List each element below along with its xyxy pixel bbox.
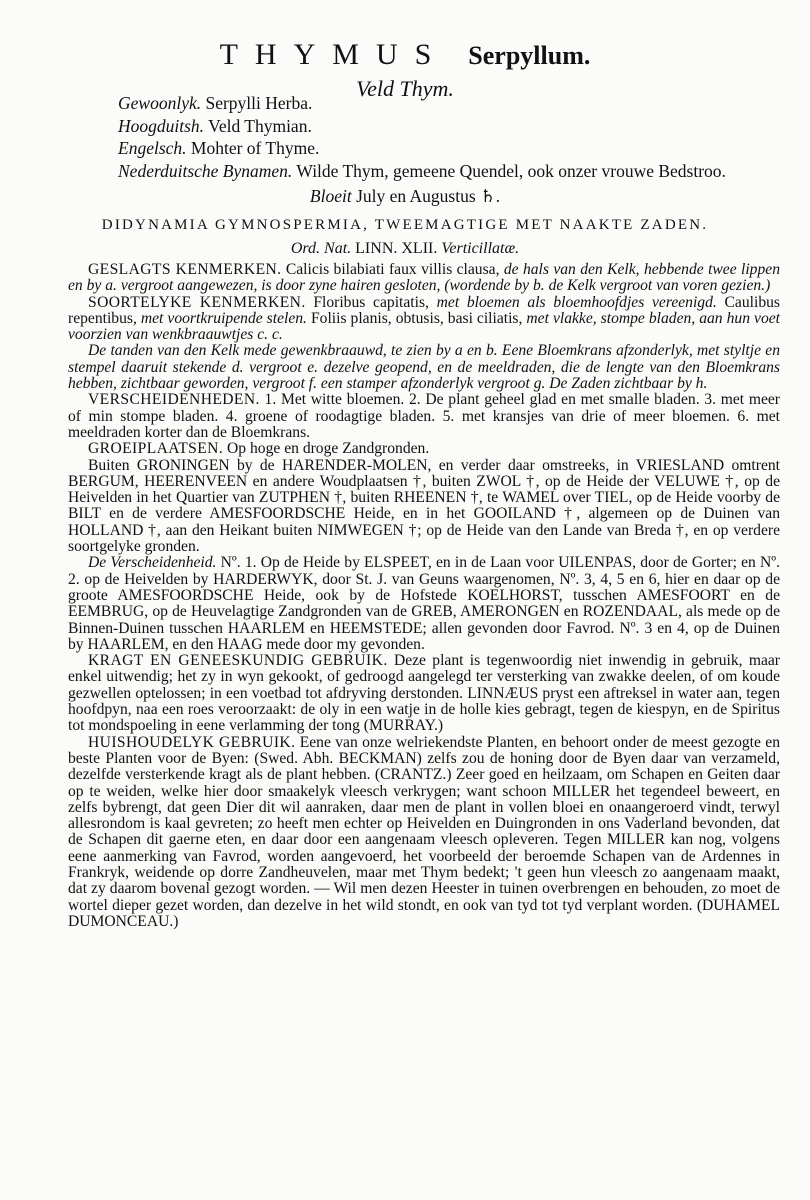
species-name: Serpyllum. <box>468 41 591 70</box>
dutch-text: met bloemen als bloemhoofdjes vereenigd. <box>436 293 717 311</box>
name-label: Hoogduitsh. <box>118 115 205 136</box>
paragraph-geslagts <box>68 262 780 295</box>
paragraph-huishoudelyk <box>68 735 780 931</box>
order-group: Verticillatæ. <box>441 240 520 257</box>
section-text: 1. Met witte bloemen. 2. De plant geheel glad en met smalle bladen. 3. met meer of min stompe bladen. 4. groene of roodagtige bladen. 5. met kransjes van drie of meer bloemen. 6. met meeldraden korter dan de Bloemkrans. <box>68 391 780 441</box>
latin-text: Calicis bilabiati faux villis clausa, <box>285 261 500 278</box>
section-heading: GESLAGTS KENMERKEN. <box>88 261 282 278</box>
section-heading: VERSCHEIDENHEDEN. <box>88 391 260 409</box>
dutch-text: met voortkruipende stelen. <box>140 309 307 327</box>
name-line <box>118 137 798 160</box>
dutch-name: Veld Thym. <box>356 76 454 101</box>
paragraph-verscheidenheid <box>68 555 780 653</box>
section-text: Deze plant is tegenwoordig niet inwendig in gebruik, maar enkel uitwendig; het zy in wyn gekookt, of gedroogd aangelegd ter versterking van zwakke deelen, of om koude gezwellen optelossen; in een voetbad tot afdryving derstonden. LINNÆUS pryst een aftreksel in water aan, tegen hoofdpyn, naa een roes veroorzaakt: de oly in een watje in de holle kies gebragt, tegen de kiespyn, en de Spiritus tot mondspoeling in eene verlamming der tong (MURRAY.) <box>68 652 780 735</box>
dutch-text: met vlakke, stompe bladen, aan hun voet voorzien van wenkbraauwtjes c. c. <box>68 309 780 344</box>
title <box>0 38 810 72</box>
section-text: Eene van onze welriekendste Planten, en behoort onder de meest gezogte en beste Planten voor de Byen: (Swed. Abh. BECKMAN) zelfs zou de honing door de Byen daar van verzameld, dezelfde versterkende kragt als de plant hebben. (CRANTZ.) Zeer goed en heilzaam, om Schapen en Geiten daar op te weiden, welke hier door smaakelyk vleesch verkrygen; want schoon MILLER het tegendeel beweert, en zelfs bybrengt, dat geen Dier dit wil aanraken, daar men de plant in vollen bloei en onaangeroerd vindt, terwyl allesrondom is kaal gevreten; zo heeft men echter op Heivelden en Duingronden in ons Vaderland bevonden, dat de Schapen dit gaerne eten, en daar door een aangenaam vleesch opleveren. Tegen MILLER kan nog, volgens eene aanmerking van Favrod, worden aangevoerd, het voorbeeld der beroemde Schapen van de Ardennes in Frankryk, weidende op dorre Zandheuvelen, maar met Thym bedekt; 't geen hun vleesch zo aangenaam maakt, dat zy daarom bovenal gezogt worden. — Wil men dezen Heester in tuinen overbrengen en behouden, zo moet de wortel dieper gezet worden, dan dezelve in het wild stondt, en ook van tyd tot tyd verplant worden. (DUHAMEL DUMONCEAU.) <box>68 733 780 930</box>
section-heading: De Verscheidenheid. <box>88 554 217 572</box>
vernacular-names <box>118 92 798 182</box>
order-line <box>0 240 810 258</box>
section-heading: HUISHOUDELYK GEBRUIK. <box>88 733 296 751</box>
name-value: Veld Thymian. <box>208 115 312 136</box>
latin-text: Floribus capitatis, <box>313 293 429 311</box>
paragraph-tanden: De tanden van den Kelk mede gewenkbraauwd, te zien by a en b. Eene Bloemkrans afzonderlyk, met styltje en stempel daaruit stekende d. vergroot e. dezelve geopend, en de meeldraden, die de lengte van den Bloemkrans hebben, zichtbaar geworden, vergroot f. een stamper afzonderlyk vergroot g. De Zaden zichtbaar by h. <box>68 342 780 393</box>
name-value: Mohter of Thyme. <box>190 138 320 158</box>
latin-text: Caulibus repentibus, <box>68 293 780 327</box>
class-heading: DIDYNAMIA GYMNOSPERMIA, TWEEMAGTIGE MET NAAKTE ZADEN. <box>101 217 709 233</box>
paragraph-kragt <box>68 653 780 734</box>
order-linn: LINN. XLII. <box>355 240 438 257</box>
name-line <box>118 92 798 115</box>
dutch-text: de hals van den Kelk, hebbende twee lippen en by a. vergroot aangewezen, is door zyne hairen gesloten, (wordende by b. de Kelk vergroot van voren gezien.) <box>68 261 780 295</box>
flowering-line <box>0 186 810 207</box>
flowering-label: Bloeit <box>309 186 352 206</box>
section-text: Op hoge en droge Zandgronden. <box>227 440 430 458</box>
paragraph-verscheidenheden <box>68 392 780 441</box>
flowering-value: July en Augustus ♄. <box>356 186 501 206</box>
name-line <box>118 160 798 183</box>
genus-name: THYMUS <box>219 38 449 71</box>
paragraph-soortelyke <box>68 295 780 344</box>
name-label: Engelsch. <box>118 138 187 158</box>
name-value: Serpylli Herba. <box>205 93 313 113</box>
paragraph-buiten: Buiten GRONINGEN by de HARENDER-MOLEN, en verder daar omstreeks, in VRIESLAND omtrent BERGUM, HEERENVEEN en andere Woudplaatsen †, buiten ZWOL †, op de Heide der VELUWE †, op de Heivelden in het Quartier van ZUTPHEN †, buiten RHEENEN †, te WAMEL over TIEL, op de Heide voorby de BILT en de verdere AMESFOORDSCHE Heide, en in het GOOILAND †, algemeen op de Duinen van HOLLAND †, aan den Heikant buiten NIMWEGEN †; op de Heide van den Lande van Breda †, en op verdere soortgelyke gronden. <box>68 456 780 556</box>
section-heading: KRAGT EN GENEESKUNDIG GEBRUIK. <box>88 652 388 670</box>
section-text: Nº. 1. Op de Heide by ELSPEET, en in de Laan voor UILENPAS, door de Gorter; en Nº. 2. op de Heivelden by HARDERWYK, door St. J. van Geuns waargenomen, Nº. 3, 4, 5 en 6, hier en daar op de groote AMESFOORDSCHE Heide, ook by de Hofstede KOELHORST, tusschen AMESFOORT en de EEMBRUG, op de Heuvelagtige Zandgronden van de GREB, AMERONGEN en ROZENDAAL, als mede op de Binnen-Duinen tusschen HAARLEM en HEEMSTEDE; allen gevonden door Favrod. Nº. 3 en 4, op de Duinen by HAARLEM, en den HAAG mede door my gevonden. <box>68 554 780 653</box>
name-value: Wilde Thym, gemeene Quendel, ook onzer vrouwe Bedstroo. <box>296 160 726 181</box>
latin-text: Foliis planis, obtusis, basi ciliatis, <box>310 309 523 327</box>
name-label: Gewoonlyk. <box>118 93 202 113</box>
section-heading: SOORTELYKE KENMERKEN. <box>88 293 306 311</box>
name-line <box>118 115 798 138</box>
name-label: Nederduitsche Bynamen. <box>118 160 293 181</box>
paragraph-groeiplaatsen <box>68 441 780 457</box>
order-prefix: Ord. Nat. <box>290 240 352 257</box>
section-heading: GROEIPLAATSEN. <box>88 440 224 458</box>
body-text <box>68 262 780 930</box>
